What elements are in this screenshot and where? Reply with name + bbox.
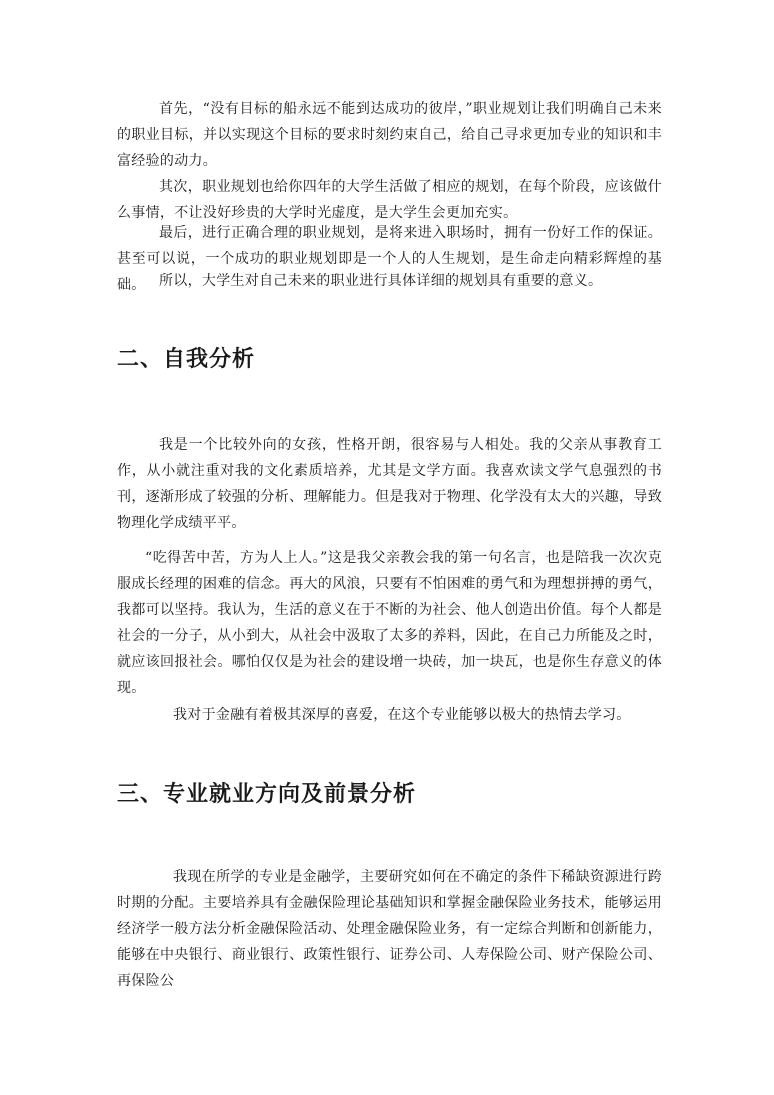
career-prospects-paragraph-1: 我现在所学的专业是金融学，主要研究如何在不确定的条件下稀缺资源进行跨时期的分配。主要培养具有金融保险理论基础知识和掌握金融保险业务技术，能够运用经济学一般方法分析金融保险活动、处理金融保险业务，有一定综合判断和创新能力，能够在中央银行、商业银行、政策性银行、证券公司、人寿保险公司、财产保险公司、再保险公	[117, 869, 662, 989]
self-analysis-paragraph-3: 我对于金融有着极其深厚的喜爱，在这个专业能够以极大的热情去学习。	[173, 707, 631, 723]
intro-paragraph-2: 其次，职业规划也给你四年的大学生活做了相应的规划，在每个阶段，应该做什么事情，不让没好珍贵的大学时光虚度，是大学生会更加充实。	[117, 179, 662, 221]
intro-paragraph-1: 首先，“没有目标的船永远不能到达成功的彼岸，”职业规划让我们明确自己未来的职业目标，并以实现这个目标的要求时刻约束自己，给自己寻求更加专业的知识和丰富经验的动力。	[117, 101, 662, 169]
section-heading-self-analysis: 二、自我分析	[117, 347, 256, 372]
self-analysis-paragraph-1: 我是一个比较外向的女孩，性格开朗，很容易与人相处。我的父亲从事教育工作，从小就注重对我的文化素质培养，尤其是文学方面。我喜欢读文学气息强烈的书刊，逐渐形成了较强的分析、理解能力。但是我对于物理、化学没有太大的兴趣，导致物理化学成绩平平。	[117, 437, 662, 531]
intro-paragraph-4: 所以，大学生对自己未来的职业进行具体详细的规划具有重要的意义。	[159, 273, 603, 289]
section-heading-career-prospects: 三、专业就业方向及前景分析	[117, 782, 417, 807]
self-analysis-paragraph-2: “吃得苦中苦，方为人上人。”这是我父亲教会我的第一句名言，也是陪我一次次克服成长经理的困难的信念。再大的风浪，只要有不怕困难的勇气和为理想拼搏的勇气，我都可以坚持。我认为，生活的意义在于不断的为社会、他人创造出价值。每个人都是社会的一分子，从小到大，从社会中汲取了太多的养料，因此，在自己力所能及之时，就应该回报社会。哪怕仅仅是为社会的建设增一块砖，加一块瓦，也是你生存意义的体现。	[117, 550, 662, 696]
intro-paragraph-3: 最后，进行正确合理的职业规划，是将来进入职场时，拥有一份好工作的保证。甚至可以说，一个成功的职业规划即是一个人的人生规划，是生命走向精彩辉煌的基础。	[117, 225, 662, 293]
